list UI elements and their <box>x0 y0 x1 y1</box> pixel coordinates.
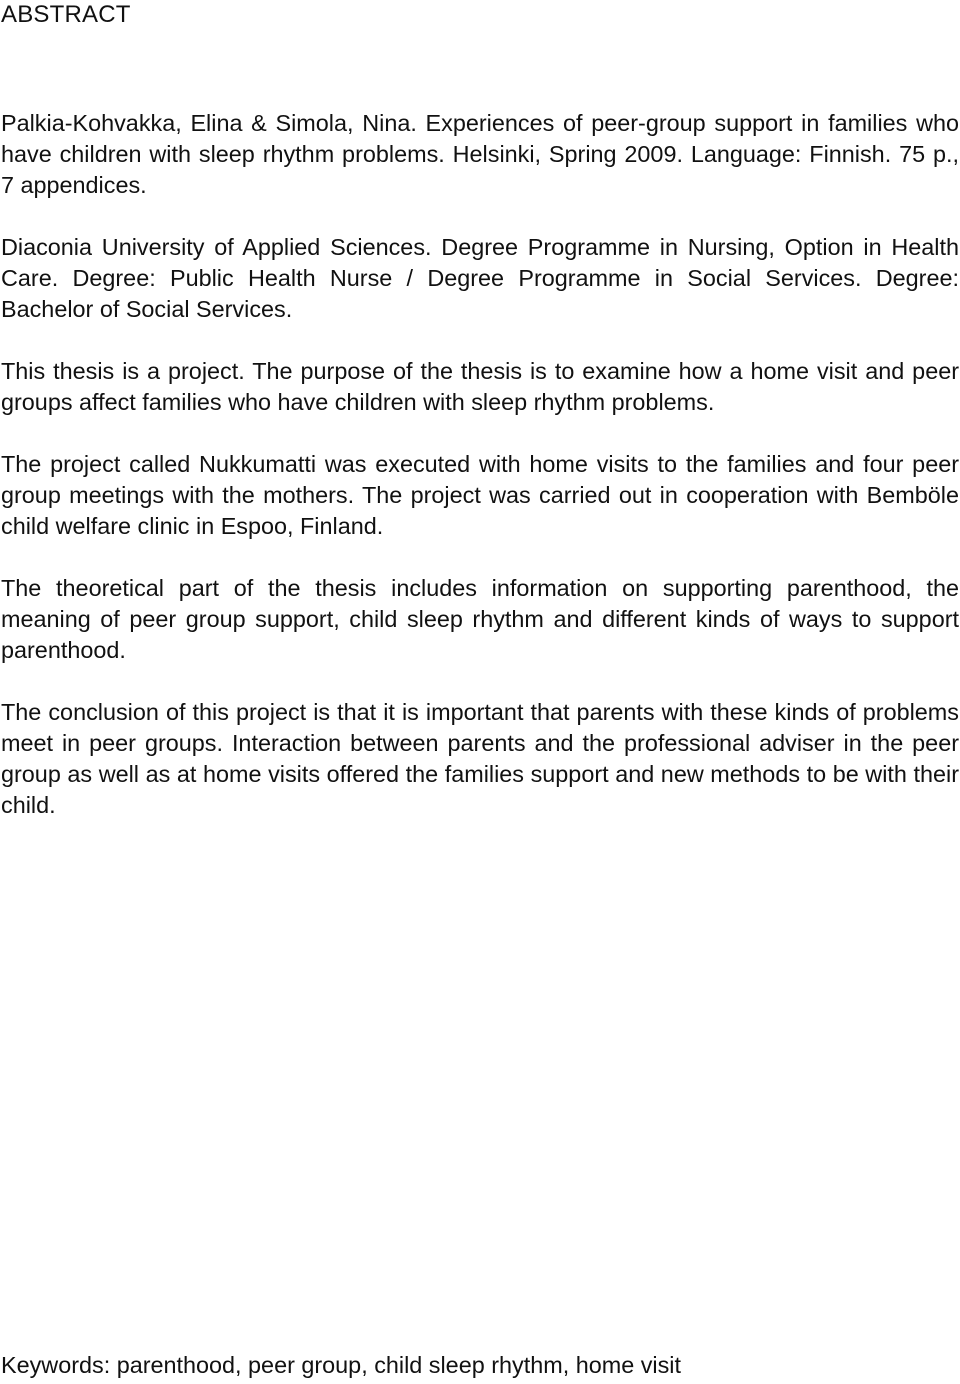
purpose-paragraph: This thesis is a project. The purpose of the thesis is to examine how a home visit and peer groups affect families who have children with sleep rhythm problems. <box>1 358 959 415</box>
abstract-heading: ABSTRACT <box>1 1 131 28</box>
theory-paragraph: The theoretical part of the thesis includes information on supporting parenthood, the meaning of peer group support, child sleep rhythm and different kinds of ways to support parenthood. <box>1 575 959 663</box>
citation-paragraph: Palkia-Kohvakka, Elina & Simola, Nina. Experiences of peer-group support in families who have children with sleep rhythm problems. Helsinki, Spring 2009. Language: Finnish. 75 p., 7 appendices. <box>1 110 959 198</box>
institution-paragraph: Diaconia University of Applied Sciences. Degree Programme in Nursing, Option in Health Care. Degree: Public Health Nurse / Degree Programme in Social Services. Degree: Bachelor of Social Services. <box>1 234 959 322</box>
project-paragraph: The project called Nukkumatti was executed with home visits to the families and four peer group meetings with the mothers. The project was carried out in cooperation with Bemböle child welfare clinic in Espoo, Finland. <box>1 451 959 539</box>
abstract-body <box>1 108 959 852</box>
conclusion-paragraph: The conclusion of this project is that it is important that parents with these kinds of problems meet in peer groups. Interaction between parents and the professional adviser in the peer group as well as at home visits offered the families support and new methods to be with their child. <box>1 699 959 818</box>
keywords-line: Keywords: parenthood, peer group, child sleep rhythm, home visit <box>1 1352 681 1378</box>
